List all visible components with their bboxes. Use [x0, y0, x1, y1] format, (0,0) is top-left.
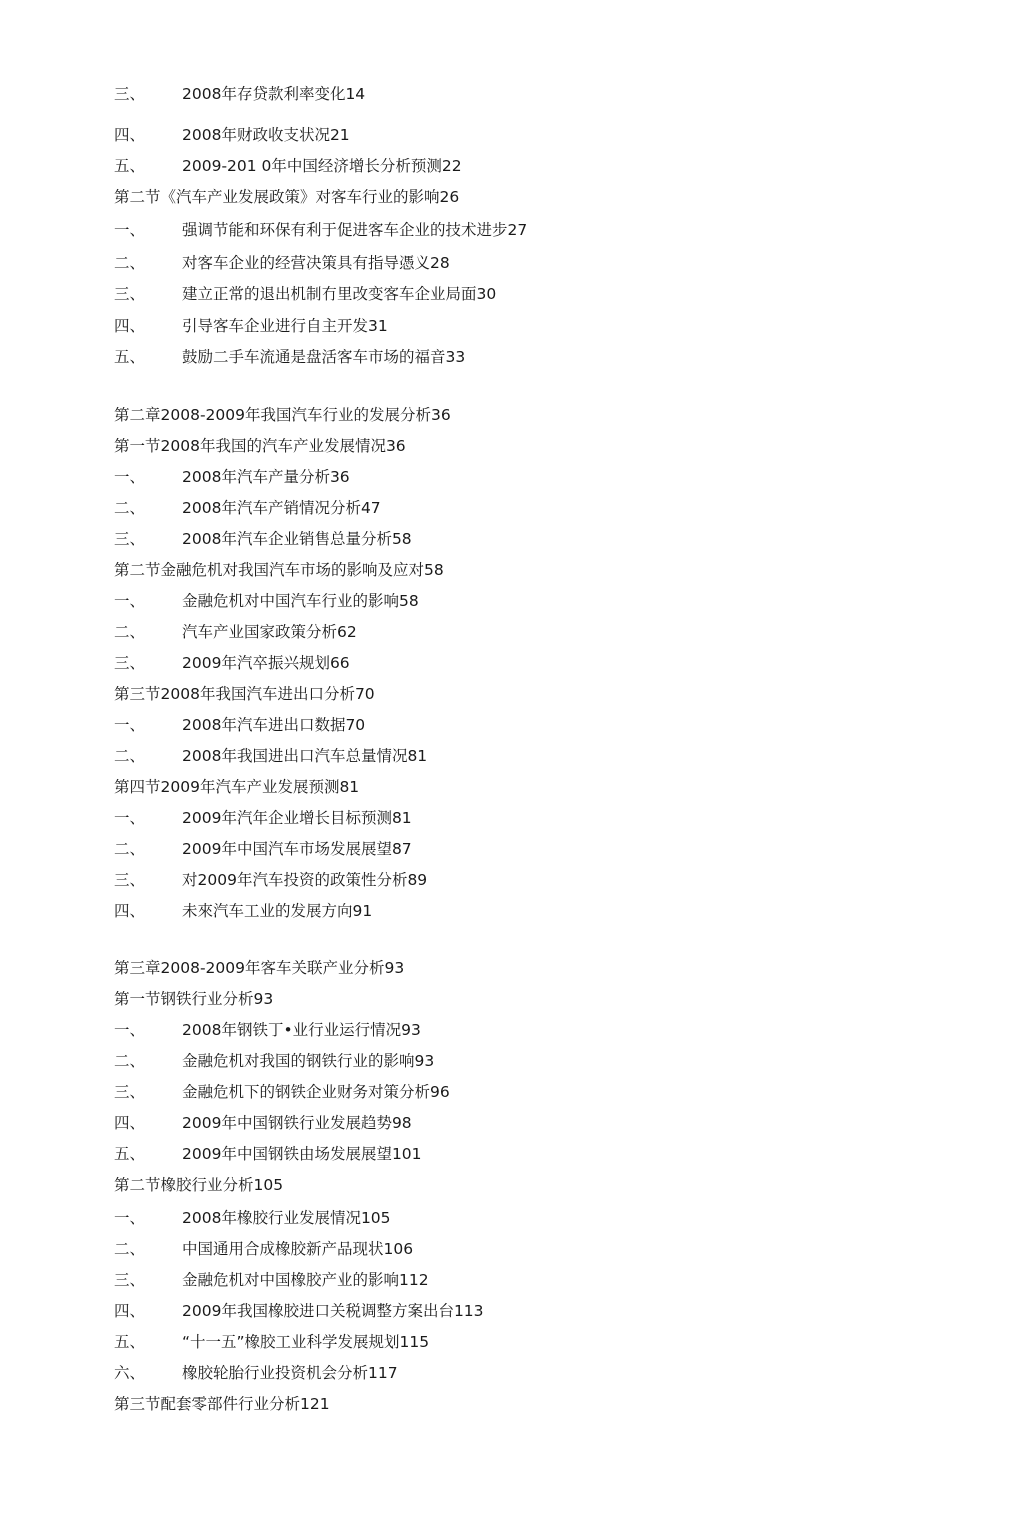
entry-text: 鼓励二手车流通是盘活客车市场的福音33: [182, 348, 466, 366]
entry-number: 二、: [114, 747, 146, 765]
entry-text: 第一节钢铁行业分析93: [114, 990, 274, 1008]
entry-text: 建立正常的退出机制冇里改变客车企业局面30: [182, 285, 497, 303]
entry-number: 五、: [114, 1145, 146, 1163]
entry-number: 五、: [114, 157, 146, 175]
entry-number: 五、: [114, 1333, 146, 1351]
entry-number: 一、: [114, 716, 146, 734]
entry-text: 中国通用合成橡胶新产品现状106: [182, 1240, 414, 1258]
entry-number: 四、: [114, 1114, 146, 1132]
entry-text: 2008年存贷款利率变化14: [182, 85, 366, 103]
entry-text: 金融危机下的钢铁企业财务对策分析96: [182, 1083, 450, 1101]
entry-number: 三、: [114, 1271, 146, 1289]
entry-text: 强调节能和环保有利于促进客车企业的技术进步27: [182, 221, 528, 239]
entry-text: 2009年中国汽车市场发展展望87: [182, 840, 412, 858]
entry-number: 三、: [114, 285, 146, 303]
entry-text: 2008年汽车产销情况分析47: [182, 499, 381, 517]
entry-text: 第一节2008年我国的汽车产业发展情况36: [114, 437, 406, 455]
entry-text: 2009年汽年企业增长目标预测81: [182, 809, 412, 827]
entry-number: 四、: [114, 1302, 146, 1320]
entry-number: 二、: [114, 840, 146, 858]
entry-text: 2008年钢铁丁•业行业运行情况93: [182, 1021, 421, 1039]
entry-number: 二、: [114, 623, 146, 641]
entry-number: 一、: [114, 221, 146, 239]
entry-text: 2008年橡胶行业发展情况105: [182, 1209, 391, 1227]
entry-number: 三、: [114, 871, 146, 889]
entry-text: 2008年我国进出口汽车总量情况81: [182, 747, 428, 765]
entry-number: 二、: [114, 1240, 146, 1258]
entry-number: 一、: [114, 1209, 146, 1227]
entry-text: 第二节《汽车产业发展政策》对客车行业的影响26: [114, 188, 460, 206]
entry-number: 三、: [114, 530, 146, 548]
entry-text: 2008年财政收支状况21: [182, 126, 350, 144]
entry-number: 一、: [114, 592, 146, 610]
entry-number: 二、: [114, 1052, 146, 1070]
entry-text: 第二节橡胶行业分析105: [114, 1176, 284, 1194]
entry-text: 对客车企业的经营决策具有指导憑义28: [182, 254, 450, 272]
entry-number: 四、: [114, 317, 146, 335]
entry-number: 五、: [114, 348, 146, 366]
entry-text: 金融危机对中国汽车行业的影响58: [182, 592, 419, 610]
entry-text: 第二节金融危机对我国汽车市场的影响及应对58: [114, 561, 444, 579]
entry-text: 未來汽车工业的发展方向91: [182, 902, 373, 920]
entry-number: 三、: [114, 85, 146, 103]
entry-text: 金融危机对中国橡胶产业的影响112: [182, 1271, 429, 1289]
entry-number: 一、: [114, 468, 146, 486]
entry-text: 引导客车企业进行自主开发31: [182, 317, 388, 335]
entry-text: 第三节配套零部件行业分析121: [114, 1395, 330, 1413]
entry-text: 汽车产业国家政策分析62: [182, 623, 357, 641]
entry-number: 四、: [114, 902, 146, 920]
entry-text: 第三节2008年我国汽车进出口分析70: [114, 685, 375, 703]
entry-number: 三、: [114, 654, 146, 672]
entry-text: 对2009年汽车投资的政策性分析89: [182, 871, 428, 889]
entry-text: 2009年中国钢铁由场发展展望101: [182, 1145, 422, 1163]
entry-text: 金融危机对我国的钢铁行业的影响93: [182, 1052, 435, 1070]
entry-text: 第二章2008-2009年我国汽车行业的发展分析36: [114, 406, 451, 424]
entry-text: 2009年汽卒振兴规划66: [182, 654, 350, 672]
entry-text: 第四节2009年汽车产业发展预测81: [114, 778, 360, 796]
entry-text: 2008年汽车企业销售总量分析58: [182, 530, 412, 548]
entry-text: 2009年我国橡胶进口关税调整方案出台113: [182, 1302, 484, 1320]
entry-text: 橡胶轮胎行业投资机会分析117: [182, 1364, 398, 1382]
entry-number: 四、: [114, 126, 146, 144]
entry-number: 一、: [114, 1021, 146, 1039]
entry-number: 二、: [114, 254, 146, 272]
entry-text: 2008年汽车进出口数据70: [182, 716, 366, 734]
entry-number: 一、: [114, 809, 146, 827]
entry-text: “十一五”橡胶工业科学发展规划115: [182, 1333, 430, 1351]
entry-number: 二、: [114, 499, 146, 517]
entry-text: 第三章2008-2009年客车关联产业分析93: [114, 959, 405, 977]
entry-text: 2009-201 0年中国经济增长分析预测22: [182, 157, 462, 175]
entry-text: 2009年中国钢铁行业发展趋势98: [182, 1114, 412, 1132]
entry-text: 2008年汽车产量分析36: [182, 468, 350, 486]
entry-number: 三、: [114, 1083, 146, 1101]
entry-number: 六、: [114, 1364, 146, 1382]
